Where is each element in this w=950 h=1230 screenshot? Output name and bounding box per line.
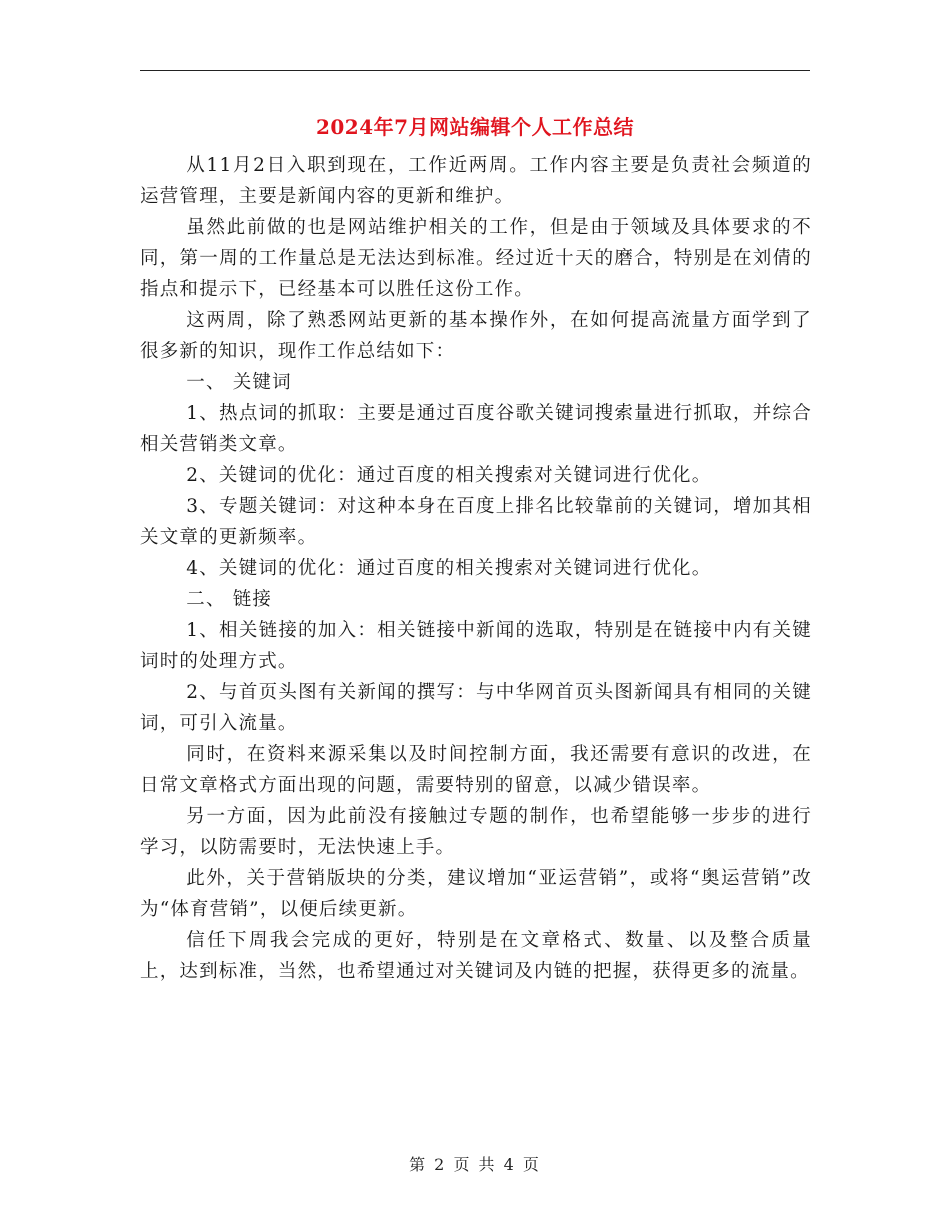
document-body — [140, 150, 812, 987]
paragraph-summary-lead: 这两周，除了熟悉网站更新的基本操作外，在如何提高流量方面学到了很多新的知识，现作工作总结如下： — [140, 310, 812, 362]
paragraph-background: 虽然此前做的也是网站维护相关的工作，但是由于领域及具体要求的不同，第一周的工作量总是无法达到标准。经过近十天的磨合，特别是在刘倩的指点和提示下，已经基本可以胜任这份工作。 — [140, 217, 812, 300]
list-item-keywords-1: 1、热点词的抓取：主要是通过百度谷歌关键词搜索量进行抓取，并综合相关营销类文章。 — [140, 403, 812, 455]
paragraph-learning: 另一方面，因为此前没有接触过专题的制作，也希望能够一步步的进行学习，以防需要时，无法快速上手。 — [140, 806, 812, 858]
list-item-keywords-4: 4、关键词的优化：通过百度的相关搜索对关键词进行优化。 — [186, 558, 712, 579]
list-item-links-1: 1、相关链接的加入：相关链接中新闻的选取，特别是在链接中内有关键词时的处理方式。 — [140, 620, 812, 672]
list-item-links-2: 2、与首页头图有关新闻的撰写：与中华网首页头图新闻具有相同的关键词，可引入流量。 — [140, 682, 812, 734]
paragraph-intro: 从11月2日入职到现在，工作近两周。工作内容主要是负责社会频道的运营管理，主要是新闻内容的更新和维护。 — [140, 155, 812, 207]
document-title: 2024年7月网站编辑个人工作总结 — [315, 115, 635, 139]
section-heading-links: 二、 链接 — [186, 589, 273, 610]
page-footer: 第 2 页 共 4 页 — [409, 1155, 541, 1174]
list-item-keywords-3: 3、专题关键词：对这种本身在百度上排名比较靠前的关键词，增加其相关文章的更新频率。 — [140, 496, 812, 548]
paragraph-suggestion: 此外，关于营销版块的分类，建议增加“亚运营销”，或将“奥运营销”改为“体育营销”，以便后续更新。 — [140, 868, 812, 920]
header-rule — [140, 70, 810, 71]
list-item-keywords-2: 2、关键词的优化：通过百度的相关搜索对关键词进行优化。 — [186, 465, 712, 486]
paragraph-improvement: 同时，在资料来源采集以及时间控制方面，我还需要有意识的改进，在日常文章格式方面出现的问题，需要特别的留意，以减少错误率。 — [140, 744, 812, 796]
section-heading-keywords: 一、 关键词 — [186, 372, 292, 393]
paragraph-conclusion: 信任下周我会完成的更好，特别是在文章格式、数量、以及整合质量上，达到标准，当然，也希望通过对关键词及内链的把握，获得更多的流量。 — [140, 930, 812, 982]
